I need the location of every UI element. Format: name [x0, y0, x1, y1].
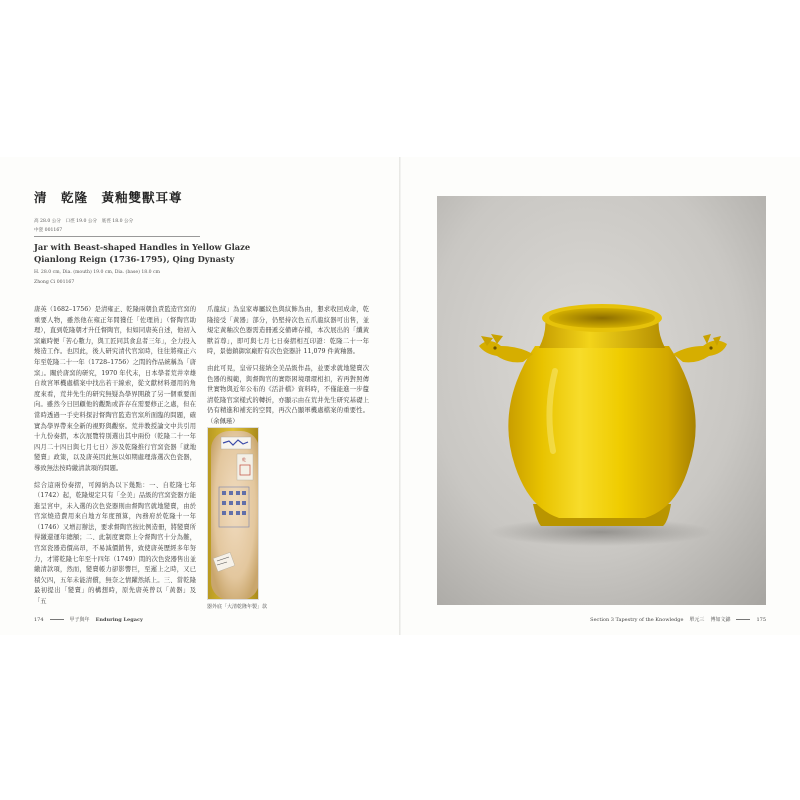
body-paragraph: 爪龍紋」為皇家專屬紋色與紋飾為由，懇求收回成命，乾隆接受「黃器」部分，仍堅持次色五爪龍紋器可出售，並規定黃釉次色器需造冊遞交備碑存檔，本次展出的「纖黃獸首尊」，即可與七月七日奏摺相互印證：乾隆二十一年時，景德鎮御窯廠貯有次色瓷器計 11,079 件黃釉器。 [207, 306, 369, 356]
body-paragraph: 綜合這兩份奏摺，可歸納為以下幾點：一、自乾隆七年（1742）起，乾隆規定只有「全美」品級的官窯瓷器方能進呈宮中，未入選的次色瓷器則由督陶官就地變賣，由於官窯燒造費用來自地方年度預算，內務府於乾隆十一年（1746）又增訂辦法，要求督陶官按比例造冊，將變賣所得繳還運年總額；二、此制度實際上令督陶官十分為難，官窯瓷器造價高昂，不易減價銷售，致使唐英歷經多年努力，才將乾隆七年至十四年（1749）間的次色瓷器售出並繳清款項，然而，變賣帳力卻影響巨，至遲上之時，又已積欠四，五年未能清償，無奈之情躍然紙上。三、當乾隆最初提出「變賣」的構想時，原先唐英曾以「黃器」及「五 [34, 481, 196, 606]
object-title-en [34, 241, 251, 265]
dimensions-zh: 高 28.0 公分 口徑 19.0 公分 底徑 18.0 公分 [34, 219, 134, 224]
jar-base-mark-photo [207, 427, 259, 600]
footer-right-zh2: 博如文錦 [710, 617, 731, 623]
footer-left [34, 616, 149, 623]
footer-right-en: Section 3 Tapestry of the Knowledge [590, 617, 684, 623]
footer-right [590, 616, 766, 623]
yellow-jar-photo [437, 196, 766, 605]
footer-right-zh1: 單元三 [689, 617, 705, 623]
footer-left-zh: 甲子與年 [69, 617, 90, 623]
page-number-right: 175 [756, 617, 766, 623]
footer-dash [736, 619, 750, 620]
body-paragraph: 唐英（1682–1756）是清雍正、乾隆兩朝負責監造官窯的重要人物，雖然他在雍正年間獲任「佐理員」（督陶官助理），直到乾隆朝才升任督陶官，但如同唐英自述，他初入窯廠時便「苦心數力，與工匠同其食息者三年」，全力投入燒造工作。也因此，後人研究清代官窯時，往往將雍正六年至乾隆二十一年（1728–1756）之間的作品統稱為「唐窯」。關於唐窯的研究，1970 年代末，日本學者荒井幸雄自故宮軍機處檔案中找出若干線索，從文獻材料運用的角度來看，荒井先生的研究無疑為學界開啟了另一個重要面向。雖然今日回顧他的觀點或許存在需要修正之處，但在當時透過一手史料探討督陶官監造官窯所面臨的問題，確實為學界帶來全新的視野與觀察。荒井教授論文中共引用十九份奏摺，本次展覽特別選出其中兩份（乾隆二十一年四月二十四日與七月七日）涉及乾隆推行官窯瓷器「就地變賣」政策，以及唐英因此無以如期處理落選次色瓷器，導致無法按時繳清款項的問題。 [34, 306, 196, 472]
dimensions-en: H. 28.0 cm, Dia. (mouth) 19.0 cm, Dia. (base) 18.0 cm [34, 270, 160, 275]
svg-text:乾: 乾 [242, 457, 246, 462]
inventory-number-en: Zhong Ci 001167 [34, 280, 75, 285]
page-number-left: 174 [34, 617, 44, 623]
jar-base-illustration [207, 427, 259, 600]
object-title-zh: 清 乾隆 黃釉雙獸耳尊 [34, 190, 183, 205]
inset-caption: 器外底「大清乾隆年製」款 [207, 604, 268, 610]
divider-rule [34, 236, 200, 237]
yellow-jar-illustration [437, 196, 766, 605]
inventory-number-zh: 中瓷 001167 [34, 228, 63, 233]
object-title-en-line-2: Qianlong Reign (1736-1795), Qing Dynasty [34, 254, 235, 264]
object-title-en-line-1: Jar with Beast-shaped Handles in Yellow Glaze [34, 242, 251, 252]
book-gutter [399, 157, 401, 635]
footer-left-en: Enduring Legacy [95, 617, 143, 623]
body-paragraph: 由此可見，皇帝只接納全美品級作品，並要求就地變賣次色器的規範，與督陶官的實際困境環環相扣，若再對照傳世實物與近年公布的《活計檔》資料時，不僅能進一步釐清乾隆官窯樣式的轉折，亦顯示由在荒井先生研究基礎上仍有精進和補充的空間，再次凸顯軍機處檔案的重要性。（余佩瑾） [207, 364, 369, 425]
body-column-2 [207, 305, 369, 428]
body-column-1 [34, 305, 196, 608]
footer-dash [50, 619, 64, 620]
